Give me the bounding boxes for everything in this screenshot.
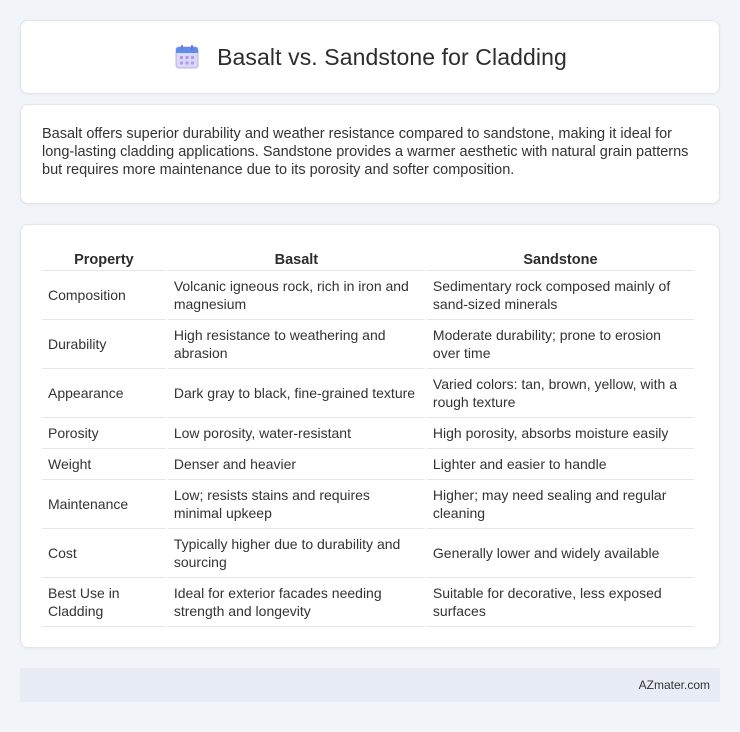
- header-sandstone: Sandstone: [427, 245, 694, 271]
- property-cell: Maintenance: [42, 480, 166, 529]
- sandstone-cell: Sedimentary rock composed mainly of sand-sized minerals: [427, 271, 694, 320]
- property-cell: Durability: [42, 320, 166, 369]
- basalt-cell: Volcanic igneous rock, rich in iron and magnesium: [168, 271, 425, 320]
- basalt-cell: Low; resists stains and requires minimal upkeep: [168, 480, 425, 529]
- property-cell: Appearance: [42, 369, 166, 418]
- footer-brand: AZmater.com: [638, 678, 710, 692]
- summary-card: [20, 104, 720, 204]
- table-row: [42, 529, 694, 578]
- header-card: [20, 20, 720, 94]
- table-row: [42, 271, 694, 320]
- footer: [20, 668, 720, 702]
- table-row: [42, 480, 694, 529]
- table-row: [42, 578, 694, 627]
- page-title: Basalt vs. Sandstone for Cladding: [217, 43, 567, 70]
- property-cell: Porosity: [42, 418, 166, 449]
- table-card: [20, 224, 720, 648]
- property-cell: Composition: [42, 271, 166, 320]
- sandstone-cell: Generally lower and widely available: [427, 529, 694, 578]
- table-header-row: [42, 245, 694, 271]
- basalt-cell: Ideal for exterior facades needing strength and longevity: [168, 578, 425, 627]
- sandstone-cell: Suitable for decorative, less exposed surfaces: [427, 578, 694, 627]
- sandstone-cell: Varied colors: tan, brown, yellow, with a rough texture: [427, 369, 694, 418]
- sandstone-cell: Moderate durability; prone to erosion over time: [427, 320, 694, 369]
- header-property: Property: [42, 245, 166, 271]
- property-cell: Best Use in Cladding: [42, 578, 166, 627]
- basalt-cell: Denser and heavier: [168, 449, 425, 480]
- table-row: [42, 418, 694, 449]
- calendar-icon: [173, 43, 201, 71]
- property-cell: Weight: [42, 449, 166, 480]
- sandstone-cell: High porosity, absorbs moisture easily: [427, 418, 694, 449]
- header-basalt: Basalt: [168, 245, 425, 271]
- basalt-cell: High resistance to weathering and abrasion: [168, 320, 425, 369]
- table-row: [42, 449, 694, 480]
- property-cell: Cost: [42, 529, 166, 578]
- comparison-table: [40, 245, 696, 627]
- summary-text: Basalt offers superior durability and weather resistance compared to sandstone, making it ideal for long-lasting cladding applications. Sandstone provides a warmer aesthetic with natural grain patterns but requires more maintenance due to its porosity and softer composition.: [42, 126, 689, 178]
- table-row: [42, 320, 694, 369]
- basalt-cell: Typically higher due to durability and sourcing: [168, 529, 425, 578]
- title-wrap: [173, 43, 567, 71]
- table-row: [42, 369, 694, 418]
- basalt-cell: Dark gray to black, fine-grained texture: [168, 369, 425, 418]
- sandstone-cell: Higher; may need sealing and regular cleaning: [427, 480, 694, 529]
- sandstone-cell: Lighter and easier to handle: [427, 449, 694, 480]
- basalt-cell: Low porosity, water-resistant: [168, 418, 425, 449]
